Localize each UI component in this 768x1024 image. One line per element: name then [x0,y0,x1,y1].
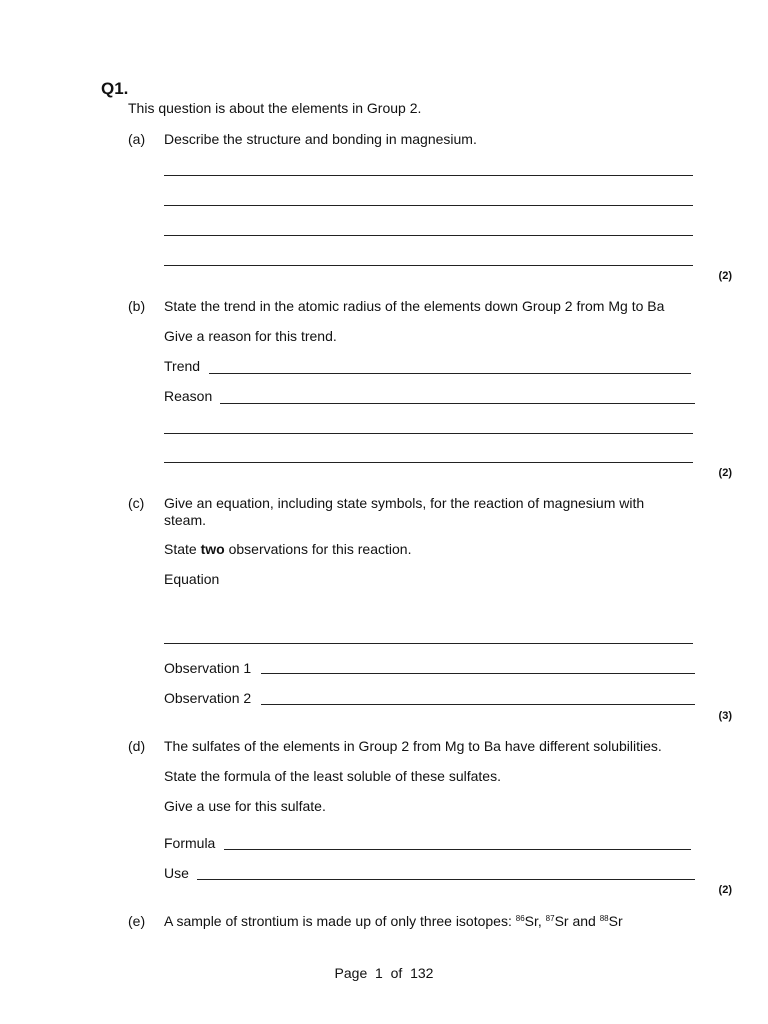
reason-answer-line[interactable] [220,403,695,404]
use-label: Use [164,865,189,881]
part-c-text-line2: steam. [164,512,207,528]
formula-answer-line[interactable] [224,849,691,850]
isotope-87-mass: 87 [545,914,555,923]
equation-label: Equation [164,571,220,587]
part-b-marks: (2) [718,467,732,479]
page-label: Page [334,965,368,981]
part-c-label: (c) [128,495,145,511]
part-a-text: Describe the structure and bonding in magnesium. [164,131,477,147]
observation1-answer-line[interactable] [261,673,695,674]
emphasis-two: two [200,541,225,557]
part-b-label: (b) [128,298,146,314]
part-c-text-line1: Give an equation, including state symbols, for the reaction of magnesium with [164,495,645,511]
answer-line-a-2[interactable] [164,205,693,206]
reason-label: Reason [164,388,213,404]
trend-answer-line[interactable] [209,373,691,374]
isotope-88-mass: 88 [599,914,609,923]
formula-label: Formula [164,835,216,851]
part-e-label: (e) [128,913,146,929]
part-c-marks: (3) [718,710,732,722]
part-c-state-text: State two observations for this reaction. [164,541,412,557]
part-b-text: State the trend in the atomic radius of the elements down Group 2 from Mg to Ba [164,298,665,314]
part-d-text2: State the formula of the least soluble of these sulfates. [164,768,501,784]
answer-line-a-3[interactable] [164,235,693,236]
total-pages: 132 [410,965,434,981]
equation-answer-line[interactable] [164,643,693,644]
answer-line-a-1[interactable] [164,175,693,176]
part-d-label: (d) [128,738,146,754]
isotope-86-mass: 86 [515,914,525,923]
part-d-marks: (2) [718,884,732,896]
answer-line-b-3[interactable] [164,433,693,434]
part-d-text: The sulfates of the elements in Group 2 from Mg to Ba have different solubilities. [164,738,662,754]
part-a-marks: (2) [718,270,732,282]
part-a-label: (a) [128,131,146,147]
page-footer [0,965,768,981]
part-e-text: A sample of strontium is made up of only three isotopes: $^{86}$Sr, $^{87}$Sr and $^{88}$Sr [164,913,623,929]
question-number: Q1. [101,79,129,98]
part-b-text2: Give a reason for this trend. [164,328,337,344]
answer-line-b-4[interactable] [164,462,693,463]
of-label: of [390,965,403,981]
part-d-text3: Give a use for this sulfate. [164,798,326,814]
observation2-answer-line[interactable] [261,704,695,705]
observation2-label: Observation 2 [164,690,252,706]
use-answer-line[interactable] [197,879,695,880]
question-intro: This question is about the elements in Group 2. [128,100,422,116]
observation1-label: Observation 1 [164,660,252,676]
trend-label: Trend [164,358,201,374]
answer-line-a-4[interactable] [164,265,693,266]
page-number: 1 [375,965,383,981]
